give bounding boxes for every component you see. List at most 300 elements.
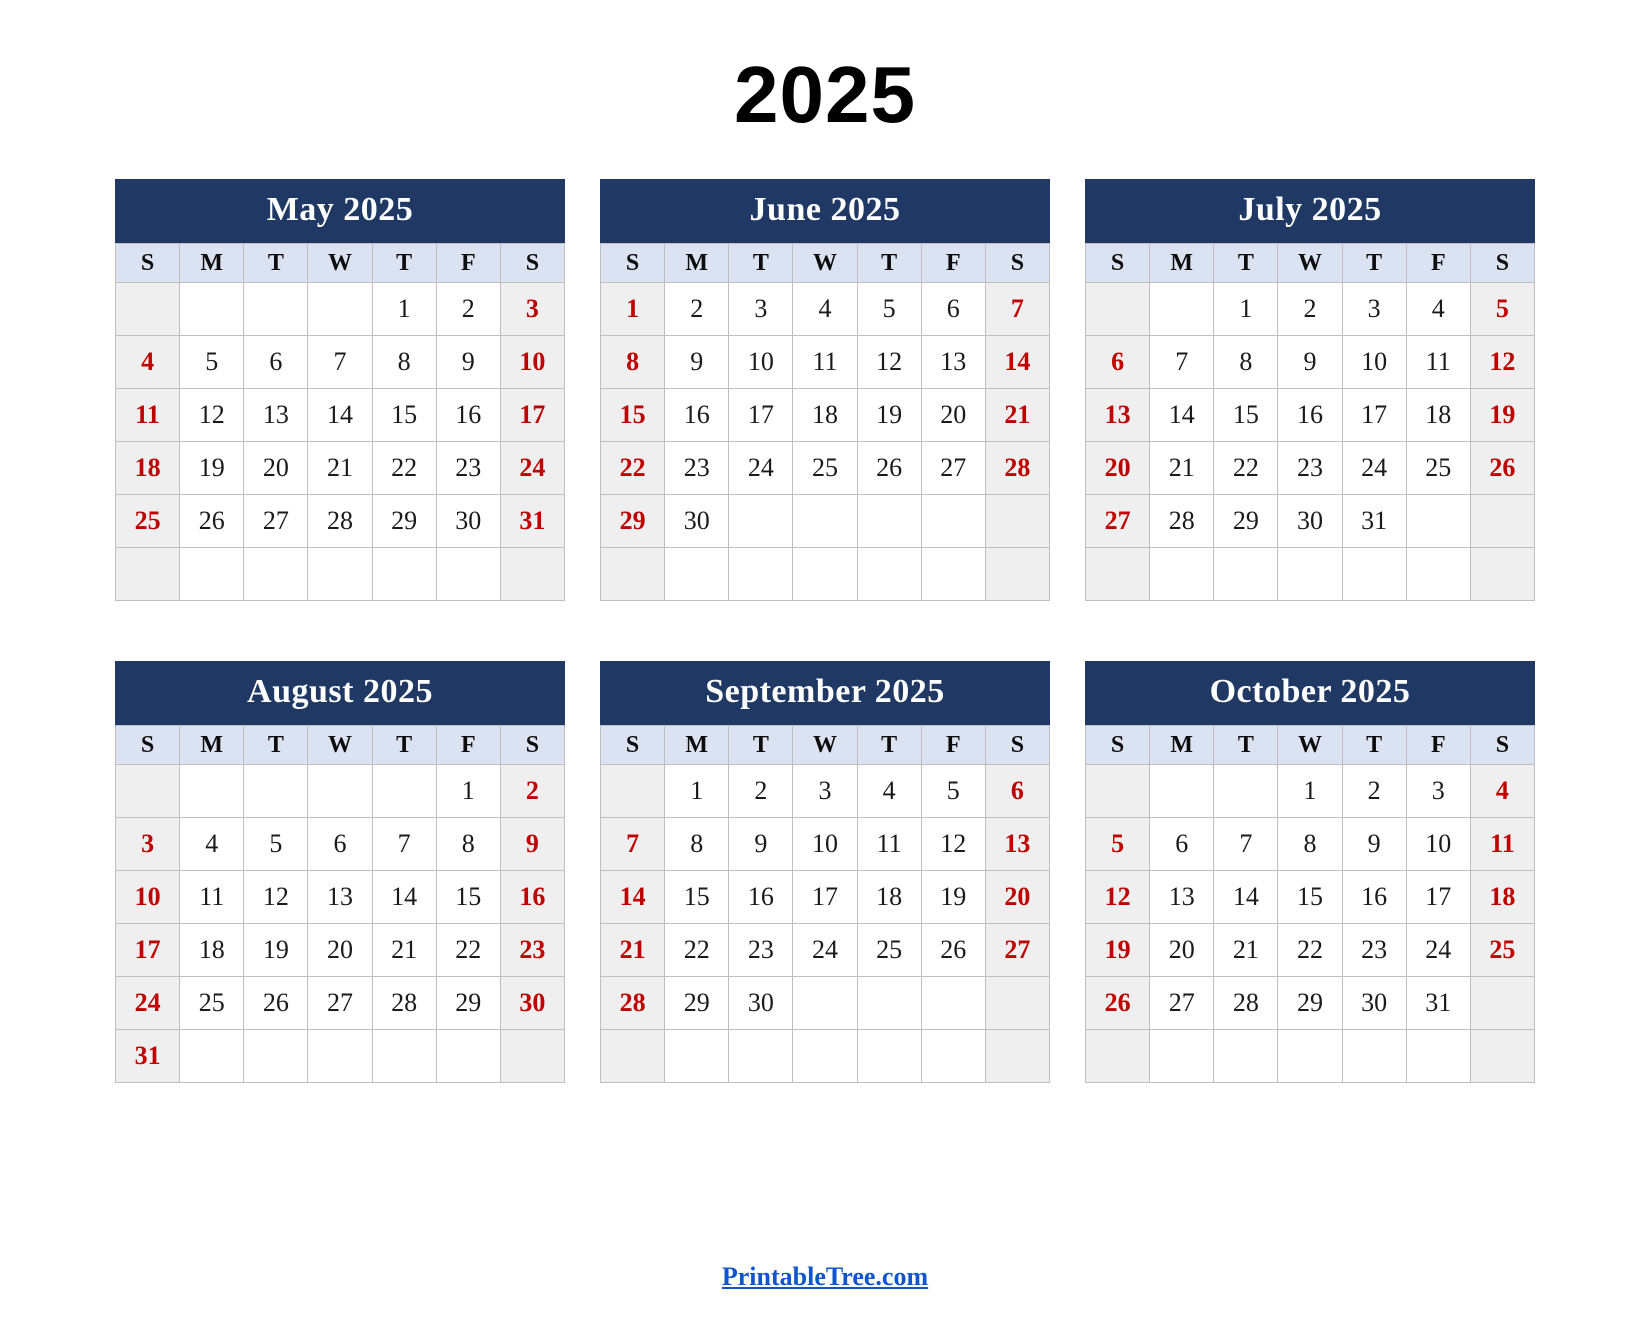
day-cell[interactable]: 16 bbox=[1342, 871, 1406, 924]
weekday-header: T bbox=[1214, 244, 1278, 283]
day-cell[interactable]: 31 bbox=[500, 495, 564, 548]
day-cell-empty bbox=[601, 548, 665, 601]
day-cell[interactable]: 31 bbox=[1342, 495, 1406, 548]
day-cell[interactable]: 24 bbox=[729, 442, 793, 495]
day-cell[interactable]: 13 bbox=[985, 818, 1049, 871]
day-cell[interactable]: 19 bbox=[244, 924, 308, 977]
day-cell[interactable]: 2 bbox=[729, 765, 793, 818]
month-block bbox=[600, 179, 1050, 601]
weekday-header: M bbox=[1150, 244, 1214, 283]
day-cell[interactable]: 13 bbox=[308, 871, 372, 924]
weekday-header: S bbox=[500, 726, 564, 765]
weekday-header: T bbox=[1342, 244, 1406, 283]
day-cell[interactable]: 6 bbox=[308, 818, 372, 871]
weekday-header: M bbox=[1150, 726, 1214, 765]
weekday-header: S bbox=[1086, 726, 1150, 765]
day-cell[interactable]: 13 bbox=[1086, 389, 1150, 442]
day-cell[interactable]: 12 bbox=[1470, 336, 1534, 389]
day-cell[interactable]: 16 bbox=[729, 871, 793, 924]
day-cell[interactable]: 16 bbox=[500, 871, 564, 924]
day-cell[interactable]: 9 bbox=[436, 336, 500, 389]
day-cell[interactable]: 16 bbox=[665, 389, 729, 442]
day-cell[interactable]: 11 bbox=[1470, 818, 1534, 871]
weekday-header: F bbox=[1406, 244, 1470, 283]
day-cell[interactable]: 9 bbox=[1278, 336, 1342, 389]
day-cell[interactable]: 10 bbox=[793, 818, 857, 871]
day-cell-empty bbox=[921, 495, 985, 548]
day-cell[interactable]: 5 bbox=[1470, 283, 1534, 336]
day-cell[interactable]: 17 bbox=[793, 871, 857, 924]
day-cell[interactable]: 27 bbox=[1150, 977, 1214, 1030]
day-cell[interactable]: 13 bbox=[1150, 871, 1214, 924]
day-cell[interactable]: 15 bbox=[436, 871, 500, 924]
day-cell-empty bbox=[729, 1030, 793, 1083]
day-cell[interactable]: 18 bbox=[180, 924, 244, 977]
day-cell[interactable]: 31 bbox=[116, 1030, 180, 1083]
day-cell[interactable]: 5 bbox=[1086, 818, 1150, 871]
day-cell[interactable]: 12 bbox=[244, 871, 308, 924]
day-cell[interactable]: 4 bbox=[180, 818, 244, 871]
month-block bbox=[1085, 179, 1535, 601]
day-cell[interactable]: 10 bbox=[729, 336, 793, 389]
week-row bbox=[601, 977, 1050, 1030]
footer bbox=[0, 1262, 1650, 1292]
day-cell[interactable]: 24 bbox=[1406, 924, 1470, 977]
weekday-header: T bbox=[729, 244, 793, 283]
day-cell[interactable]: 26 bbox=[921, 924, 985, 977]
day-cell[interactable]: 24 bbox=[116, 977, 180, 1030]
day-cell[interactable]: 27 bbox=[1086, 495, 1150, 548]
day-cell-empty bbox=[1278, 548, 1342, 601]
weekday-header: S bbox=[1086, 244, 1150, 283]
day-cell-empty bbox=[244, 548, 308, 601]
day-cell[interactable]: 4 bbox=[793, 283, 857, 336]
day-cell-empty bbox=[1406, 495, 1470, 548]
day-cell[interactable]: 16 bbox=[1278, 389, 1342, 442]
day-cell[interactable]: 27 bbox=[921, 442, 985, 495]
weekday-header: T bbox=[1342, 726, 1406, 765]
day-cell[interactable]: 7 bbox=[1150, 336, 1214, 389]
day-cell[interactable]: 28 bbox=[601, 977, 665, 1030]
day-cell[interactable]: 1 bbox=[665, 765, 729, 818]
weekday-header: S bbox=[985, 726, 1049, 765]
day-cell[interactable]: 7 bbox=[985, 283, 1049, 336]
day-cell[interactable]: 25 bbox=[793, 442, 857, 495]
day-cell[interactable]: 8 bbox=[665, 818, 729, 871]
week-row bbox=[116, 283, 565, 336]
weekday-header: M bbox=[665, 726, 729, 765]
day-cell[interactable]: 7 bbox=[601, 818, 665, 871]
day-cell[interactable]: 1 bbox=[372, 283, 436, 336]
day-cell-empty bbox=[180, 548, 244, 601]
day-cell[interactable]: 14 bbox=[985, 336, 1049, 389]
day-cell-empty bbox=[308, 548, 372, 601]
day-cell-empty bbox=[244, 1030, 308, 1083]
day-cell-empty bbox=[793, 548, 857, 601]
day-cell[interactable]: 12 bbox=[857, 336, 921, 389]
day-cell[interactable]: 1 bbox=[601, 283, 665, 336]
day-cell[interactable]: 6 bbox=[1150, 818, 1214, 871]
day-cell[interactable]: 3 bbox=[729, 283, 793, 336]
day-cell[interactable]: 13 bbox=[244, 389, 308, 442]
day-cell-empty bbox=[665, 548, 729, 601]
day-cell[interactable]: 22 bbox=[436, 924, 500, 977]
day-cell[interactable]: 17 bbox=[116, 924, 180, 977]
day-cell[interactable]: 23 bbox=[436, 442, 500, 495]
day-cell[interactable]: 30 bbox=[729, 977, 793, 1030]
weekday-header: F bbox=[921, 726, 985, 765]
day-cell[interactable]: 25 bbox=[1406, 442, 1470, 495]
day-cell[interactable]: 25 bbox=[857, 924, 921, 977]
day-cell[interactable]: 29 bbox=[372, 495, 436, 548]
day-cell[interactable]: 29 bbox=[601, 495, 665, 548]
day-cell[interactable]: 7 bbox=[1214, 818, 1278, 871]
day-cell[interactable]: 15 bbox=[1214, 389, 1278, 442]
day-cell[interactable]: 11 bbox=[116, 389, 180, 442]
day-cell[interactable]: 19 bbox=[180, 442, 244, 495]
day-cell-empty bbox=[857, 977, 921, 1030]
day-cell-empty bbox=[1150, 548, 1214, 601]
day-cell[interactable]: 22 bbox=[1278, 924, 1342, 977]
day-cell[interactable]: 25 bbox=[1470, 924, 1534, 977]
weekday-header: M bbox=[180, 244, 244, 283]
day-cell[interactable]: 31 bbox=[1406, 977, 1470, 1030]
day-cell-empty bbox=[244, 283, 308, 336]
day-cell[interactable]: 20 bbox=[1150, 924, 1214, 977]
day-cell[interactable]: 6 bbox=[244, 336, 308, 389]
day-cell-empty bbox=[1150, 283, 1214, 336]
weekday-header: T bbox=[857, 726, 921, 765]
day-cell[interactable]: 18 bbox=[116, 442, 180, 495]
day-cell[interactable]: 22 bbox=[1214, 442, 1278, 495]
day-cell[interactable]: 17 bbox=[1342, 389, 1406, 442]
day-cell[interactable]: 25 bbox=[180, 977, 244, 1030]
weekday-header: T bbox=[1214, 726, 1278, 765]
day-cell[interactable]: 5 bbox=[921, 765, 985, 818]
week-row bbox=[1086, 1030, 1535, 1083]
month-table bbox=[115, 725, 565, 1083]
day-cell[interactable]: 10 bbox=[1342, 336, 1406, 389]
weekday-header: T bbox=[857, 244, 921, 283]
day-cell[interactable]: 15 bbox=[372, 389, 436, 442]
weekday-header: W bbox=[793, 726, 857, 765]
day-cell[interactable]: 28 bbox=[1214, 977, 1278, 1030]
day-cell[interactable]: 30 bbox=[665, 495, 729, 548]
day-cell[interactable]: 8 bbox=[436, 818, 500, 871]
day-cell[interactable]: 13 bbox=[921, 336, 985, 389]
day-cell[interactable]: 24 bbox=[1342, 442, 1406, 495]
day-cell[interactable]: 20 bbox=[1086, 442, 1150, 495]
day-cell[interactable]: 24 bbox=[793, 924, 857, 977]
day-cell[interactable]: 3 bbox=[500, 283, 564, 336]
week-row bbox=[601, 871, 1050, 924]
week-row bbox=[601, 1030, 1050, 1083]
week-row bbox=[116, 924, 565, 977]
month-table bbox=[115, 243, 565, 601]
day-cell[interactable]: 5 bbox=[244, 818, 308, 871]
weekday-header: W bbox=[308, 244, 372, 283]
week-row bbox=[1086, 924, 1535, 977]
day-cell[interactable]: 5 bbox=[180, 336, 244, 389]
week-row bbox=[116, 765, 565, 818]
weekday-header: W bbox=[1278, 244, 1342, 283]
day-cell-empty bbox=[857, 548, 921, 601]
day-cell[interactable]: 20 bbox=[308, 924, 372, 977]
weekday-header: T bbox=[372, 244, 436, 283]
day-cell[interactable]: 17 bbox=[729, 389, 793, 442]
day-cell[interactable]: 1 bbox=[1278, 765, 1342, 818]
day-cell[interactable]: 10 bbox=[1406, 818, 1470, 871]
day-cell[interactable]: 17 bbox=[1406, 871, 1470, 924]
month-title: May 2025 bbox=[115, 179, 565, 243]
weekday-header: M bbox=[665, 244, 729, 283]
day-cell[interactable]: 14 bbox=[372, 871, 436, 924]
day-cell[interactable]: 8 bbox=[1278, 818, 1342, 871]
day-cell[interactable]: 23 bbox=[1278, 442, 1342, 495]
day-cell[interactable]: 12 bbox=[921, 818, 985, 871]
day-cell[interactable]: 21 bbox=[601, 924, 665, 977]
week-row bbox=[1086, 336, 1535, 389]
week-row bbox=[601, 336, 1050, 389]
week-row bbox=[601, 495, 1050, 548]
day-cell[interactable]: 28 bbox=[985, 442, 1049, 495]
day-cell[interactable]: 8 bbox=[601, 336, 665, 389]
day-cell-empty bbox=[1214, 765, 1278, 818]
day-cell-empty bbox=[665, 1030, 729, 1083]
day-cell[interactable]: 19 bbox=[1470, 389, 1534, 442]
day-cell[interactable]: 8 bbox=[1214, 336, 1278, 389]
day-cell-empty bbox=[180, 1030, 244, 1083]
month-block bbox=[600, 661, 1050, 1083]
day-cell-empty bbox=[1406, 548, 1470, 601]
day-cell[interactable]: 4 bbox=[1406, 283, 1470, 336]
day-cell-empty bbox=[921, 1030, 985, 1083]
day-cell[interactable]: 24 bbox=[500, 442, 564, 495]
weekday-header-row bbox=[601, 726, 1050, 765]
day-cell[interactable]: 14 bbox=[1150, 389, 1214, 442]
weekday-header: S bbox=[1470, 244, 1534, 283]
week-row bbox=[1086, 389, 1535, 442]
day-cell[interactable]: 21 bbox=[985, 389, 1049, 442]
weekday-header-row bbox=[601, 244, 1050, 283]
day-cell[interactable]: 23 bbox=[729, 924, 793, 977]
day-cell[interactable]: 11 bbox=[793, 336, 857, 389]
day-cell[interactable]: 21 bbox=[308, 442, 372, 495]
month-table bbox=[1085, 243, 1535, 601]
week-row bbox=[601, 442, 1050, 495]
day-cell-empty bbox=[1342, 548, 1406, 601]
day-cell[interactable]: 2 bbox=[665, 283, 729, 336]
day-cell[interactable]: 30 bbox=[1278, 495, 1342, 548]
day-cell[interactable]: 19 bbox=[1086, 924, 1150, 977]
day-cell[interactable]: 25 bbox=[116, 495, 180, 548]
day-cell[interactable]: 27 bbox=[985, 924, 1049, 977]
week-row bbox=[1086, 871, 1535, 924]
weekday-header: W bbox=[1278, 726, 1342, 765]
day-cell[interactable]: 14 bbox=[601, 871, 665, 924]
day-cell[interactable]: 27 bbox=[308, 977, 372, 1030]
day-cell[interactable]: 18 bbox=[1406, 389, 1470, 442]
day-cell[interactable]: 29 bbox=[1214, 495, 1278, 548]
day-cell-empty bbox=[1278, 1030, 1342, 1083]
day-cell[interactable]: 9 bbox=[665, 336, 729, 389]
day-cell[interactable]: 3 bbox=[793, 765, 857, 818]
day-cell-empty bbox=[1086, 548, 1150, 601]
day-cell[interactable]: 23 bbox=[500, 924, 564, 977]
day-cell[interactable]: 27 bbox=[244, 495, 308, 548]
day-cell[interactable]: 11 bbox=[180, 871, 244, 924]
day-cell-empty bbox=[1214, 548, 1278, 601]
day-cell[interactable]: 16 bbox=[436, 389, 500, 442]
day-cell[interactable]: 3 bbox=[116, 818, 180, 871]
day-cell-empty bbox=[308, 1030, 372, 1083]
day-cell-empty bbox=[1470, 1030, 1534, 1083]
day-cell-empty bbox=[793, 977, 857, 1030]
day-cell[interactable]: 3 bbox=[1342, 283, 1406, 336]
day-cell-empty bbox=[1470, 977, 1534, 1030]
day-cell[interactable]: 19 bbox=[921, 871, 985, 924]
day-cell[interactable]: 26 bbox=[1470, 442, 1534, 495]
day-cell[interactable]: 9 bbox=[729, 818, 793, 871]
day-cell[interactable]: 12 bbox=[180, 389, 244, 442]
day-cell[interactable]: 28 bbox=[308, 495, 372, 548]
day-cell[interactable]: 23 bbox=[665, 442, 729, 495]
day-cell[interactable]: 17 bbox=[500, 389, 564, 442]
day-cell[interactable]: 23 bbox=[1342, 924, 1406, 977]
day-cell[interactable]: 7 bbox=[308, 336, 372, 389]
day-cell[interactable]: 6 bbox=[985, 765, 1049, 818]
day-cell[interactable]: 2 bbox=[500, 765, 564, 818]
day-cell[interactable]: 29 bbox=[665, 977, 729, 1030]
day-cell[interactable]: 5 bbox=[857, 283, 921, 336]
day-cell-empty bbox=[116, 283, 180, 336]
week-row bbox=[1086, 283, 1535, 336]
day-cell[interactable]: 22 bbox=[372, 442, 436, 495]
day-cell[interactable]: 30 bbox=[436, 495, 500, 548]
day-cell[interactable]: 2 bbox=[1342, 765, 1406, 818]
day-cell[interactable]: 20 bbox=[921, 389, 985, 442]
weekday-header: F bbox=[921, 244, 985, 283]
day-cell[interactable]: 9 bbox=[500, 818, 564, 871]
day-cell[interactable]: 30 bbox=[1342, 977, 1406, 1030]
week-row bbox=[116, 495, 565, 548]
day-cell-empty bbox=[1406, 1030, 1470, 1083]
day-cell[interactable]: 3 bbox=[1406, 765, 1470, 818]
weekday-header: T bbox=[244, 726, 308, 765]
day-cell-empty bbox=[1086, 283, 1150, 336]
day-cell[interactable]: 7 bbox=[372, 818, 436, 871]
day-cell[interactable]: 18 bbox=[1470, 871, 1534, 924]
day-cell[interactable]: 15 bbox=[601, 389, 665, 442]
day-cell[interactable]: 10 bbox=[116, 871, 180, 924]
day-cell[interactable]: 20 bbox=[244, 442, 308, 495]
day-cell[interactable]: 26 bbox=[180, 495, 244, 548]
weekday-header-row bbox=[116, 244, 565, 283]
day-cell[interactable]: 10 bbox=[500, 336, 564, 389]
week-row bbox=[1086, 495, 1535, 548]
day-cell-empty bbox=[601, 765, 665, 818]
weekday-header: S bbox=[985, 244, 1049, 283]
day-cell-empty bbox=[601, 1030, 665, 1083]
day-cell[interactable]: 19 bbox=[857, 389, 921, 442]
month-block bbox=[1085, 661, 1535, 1083]
printabletree-link[interactable]: PrintableTree.com bbox=[721, 1262, 929, 1291]
day-cell-empty bbox=[116, 548, 180, 601]
day-cell-empty bbox=[1470, 548, 1534, 601]
day-cell[interactable]: 22 bbox=[601, 442, 665, 495]
day-cell[interactable]: 26 bbox=[857, 442, 921, 495]
week-row bbox=[116, 548, 565, 601]
day-cell[interactable]: 29 bbox=[1278, 977, 1342, 1030]
day-cell[interactable]: 1 bbox=[436, 765, 500, 818]
day-cell-empty bbox=[793, 1030, 857, 1083]
day-cell[interactable]: 14 bbox=[1214, 871, 1278, 924]
day-cell[interactable]: 21 bbox=[372, 924, 436, 977]
day-cell[interactable]: 28 bbox=[1150, 495, 1214, 548]
day-cell[interactable]: 4 bbox=[857, 765, 921, 818]
weekday-header-row bbox=[116, 726, 565, 765]
week-row bbox=[116, 389, 565, 442]
day-cell-empty bbox=[1214, 1030, 1278, 1083]
day-cell-empty bbox=[500, 548, 564, 601]
day-cell[interactable]: 30 bbox=[500, 977, 564, 1030]
day-cell[interactable]: 4 bbox=[1470, 765, 1534, 818]
week-row bbox=[116, 442, 565, 495]
weekday-header: T bbox=[372, 726, 436, 765]
day-cell[interactable]: 6 bbox=[1086, 336, 1150, 389]
day-cell-empty bbox=[308, 765, 372, 818]
weekday-header-row bbox=[1086, 726, 1535, 765]
day-cell[interactable]: 15 bbox=[1278, 871, 1342, 924]
day-cell[interactable]: 18 bbox=[857, 871, 921, 924]
week-row bbox=[601, 548, 1050, 601]
day-cell[interactable]: 26 bbox=[244, 977, 308, 1030]
day-cell-empty bbox=[857, 495, 921, 548]
week-row bbox=[601, 818, 1050, 871]
day-cell[interactable]: 1 bbox=[1214, 283, 1278, 336]
day-cell-empty bbox=[244, 765, 308, 818]
day-cell[interactable]: 2 bbox=[436, 283, 500, 336]
weekday-header: S bbox=[1470, 726, 1534, 765]
day-cell-empty bbox=[1342, 1030, 1406, 1083]
day-cell[interactable]: 20 bbox=[985, 871, 1049, 924]
day-cell-empty bbox=[1150, 1030, 1214, 1083]
day-cell[interactable]: 9 bbox=[1342, 818, 1406, 871]
day-cell[interactable]: 14 bbox=[308, 389, 372, 442]
day-cell[interactable]: 6 bbox=[921, 283, 985, 336]
day-cell[interactable]: 4 bbox=[116, 336, 180, 389]
day-cell[interactable]: 21 bbox=[1214, 924, 1278, 977]
day-cell-empty bbox=[729, 548, 793, 601]
weekday-header: W bbox=[793, 244, 857, 283]
day-cell[interactable]: 28 bbox=[372, 977, 436, 1030]
day-cell[interactable]: 12 bbox=[1086, 871, 1150, 924]
day-cell[interactable]: 11 bbox=[1406, 336, 1470, 389]
day-cell[interactable]: 18 bbox=[793, 389, 857, 442]
week-row bbox=[601, 765, 1050, 818]
day-cell[interactable]: 29 bbox=[436, 977, 500, 1030]
day-cell[interactable]: 11 bbox=[857, 818, 921, 871]
week-row bbox=[1086, 977, 1535, 1030]
day-cell[interactable]: 2 bbox=[1278, 283, 1342, 336]
weekday-header: F bbox=[436, 726, 500, 765]
day-cell[interactable]: 21 bbox=[1150, 442, 1214, 495]
month-title: July 2025 bbox=[1085, 179, 1535, 243]
day-cell[interactable]: 26 bbox=[1086, 977, 1150, 1030]
day-cell[interactable]: 15 bbox=[665, 871, 729, 924]
day-cell[interactable]: 8 bbox=[372, 336, 436, 389]
day-cell[interactable]: 22 bbox=[665, 924, 729, 977]
